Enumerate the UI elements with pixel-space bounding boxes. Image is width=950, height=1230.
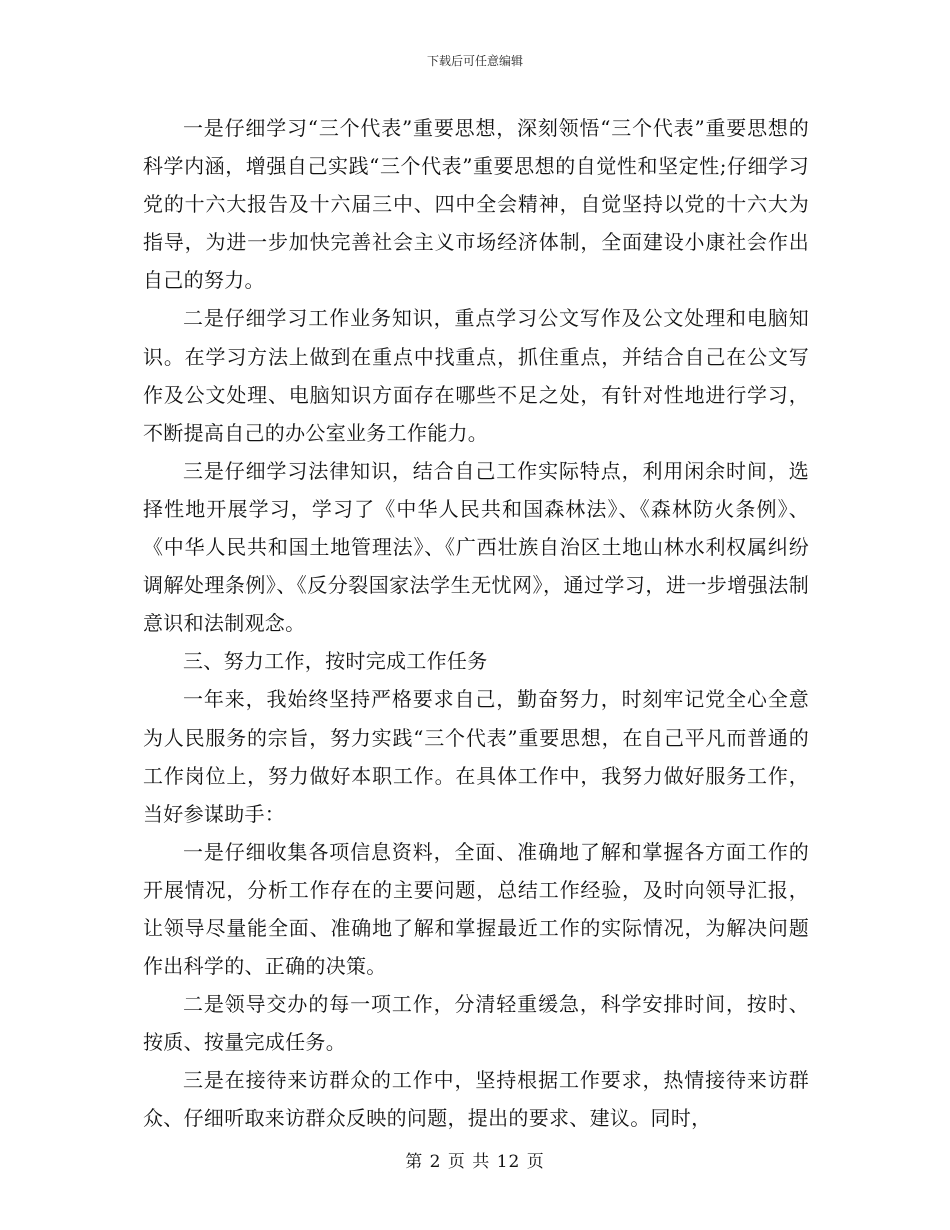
paragraph: 一是仔细收集各项信息资料，全面、准确地了解和掌握各方面工作的开展情况，分析工作存在的主要问题，总结工作经验，及时向领导汇报，让领导尽量能全面、准确地了解和掌握最近工作的实际情况，为解决问题作出科学的、正确的决策。 xyxy=(143,839,809,979)
paragraph: 二是仔细学习工作业务知识，重点学习公文写作及公文处理和电脑知识。在学习方法上做到在重点中找重点，抓住重点，并结合自己在公文写作及公文处理、电脑知识方面存在哪些不足之处，有针对性地进行学习，不断提高自己的办公室业务工作能力。 xyxy=(143,306,809,445)
document-body xyxy=(143,109,809,1138)
paragraph: 一年来，我始终坚持严格要求自己，勤奋努力，时刻牢记党全心全意为人民服务的宗旨，努力实践“三个代表”重要思想，在自己平凡而普通的工作岗位上，努力做好本职工作。在具体工作中，我努力做好服务工作，当好参谋助手： xyxy=(143,687,809,826)
paragraph: 三是仔细学习法律知识，结合自己工作实际特点，利用闲余时间，选择性地开展学习，学习了《中华人民共和国森林法》、《森林防火条例》、《中华人民共和国土地管理法》、《广西壮族自治区土地山林水利权属纠纷调解处理条例》、《反分裂国家法学生无忧网》，通过学习，进一步增强法制意识和法制观念。 xyxy=(143,458,809,636)
paragraph: 二是领导交办的每一项工作，分清轻重缓急，科学安排时间，按时、按质、按量完成任务。 xyxy=(143,992,809,1055)
page-header: 下载后可任意编辑 xyxy=(426,54,523,68)
paragraph: 一是仔细学习“三个代表”重要思想，深刻领悟“三个代表”重要思想的科学内涵，增强自己实践“三个代表”重要思想的自觉性和坚定性;仔细学习党的十六大报告及十六届三中、四中全会精神，自觉坚持以党的十六大为指导，为进一步加快完善社会主义市场经济体制，全面建设小康社会作出自己的努力。 xyxy=(143,116,809,293)
page-number: 第 2 页 共 12 页 xyxy=(405,1152,545,1172)
paragraph: 三是在接待来访群众的工作中，坚持根据工作要求，热情接待来访群众、仔细听取来访群众反映的问题，提出的要求、建议。同时， xyxy=(143,1068,809,1131)
section-heading: 三、努力工作，按时完成工作任务 xyxy=(183,649,488,674)
